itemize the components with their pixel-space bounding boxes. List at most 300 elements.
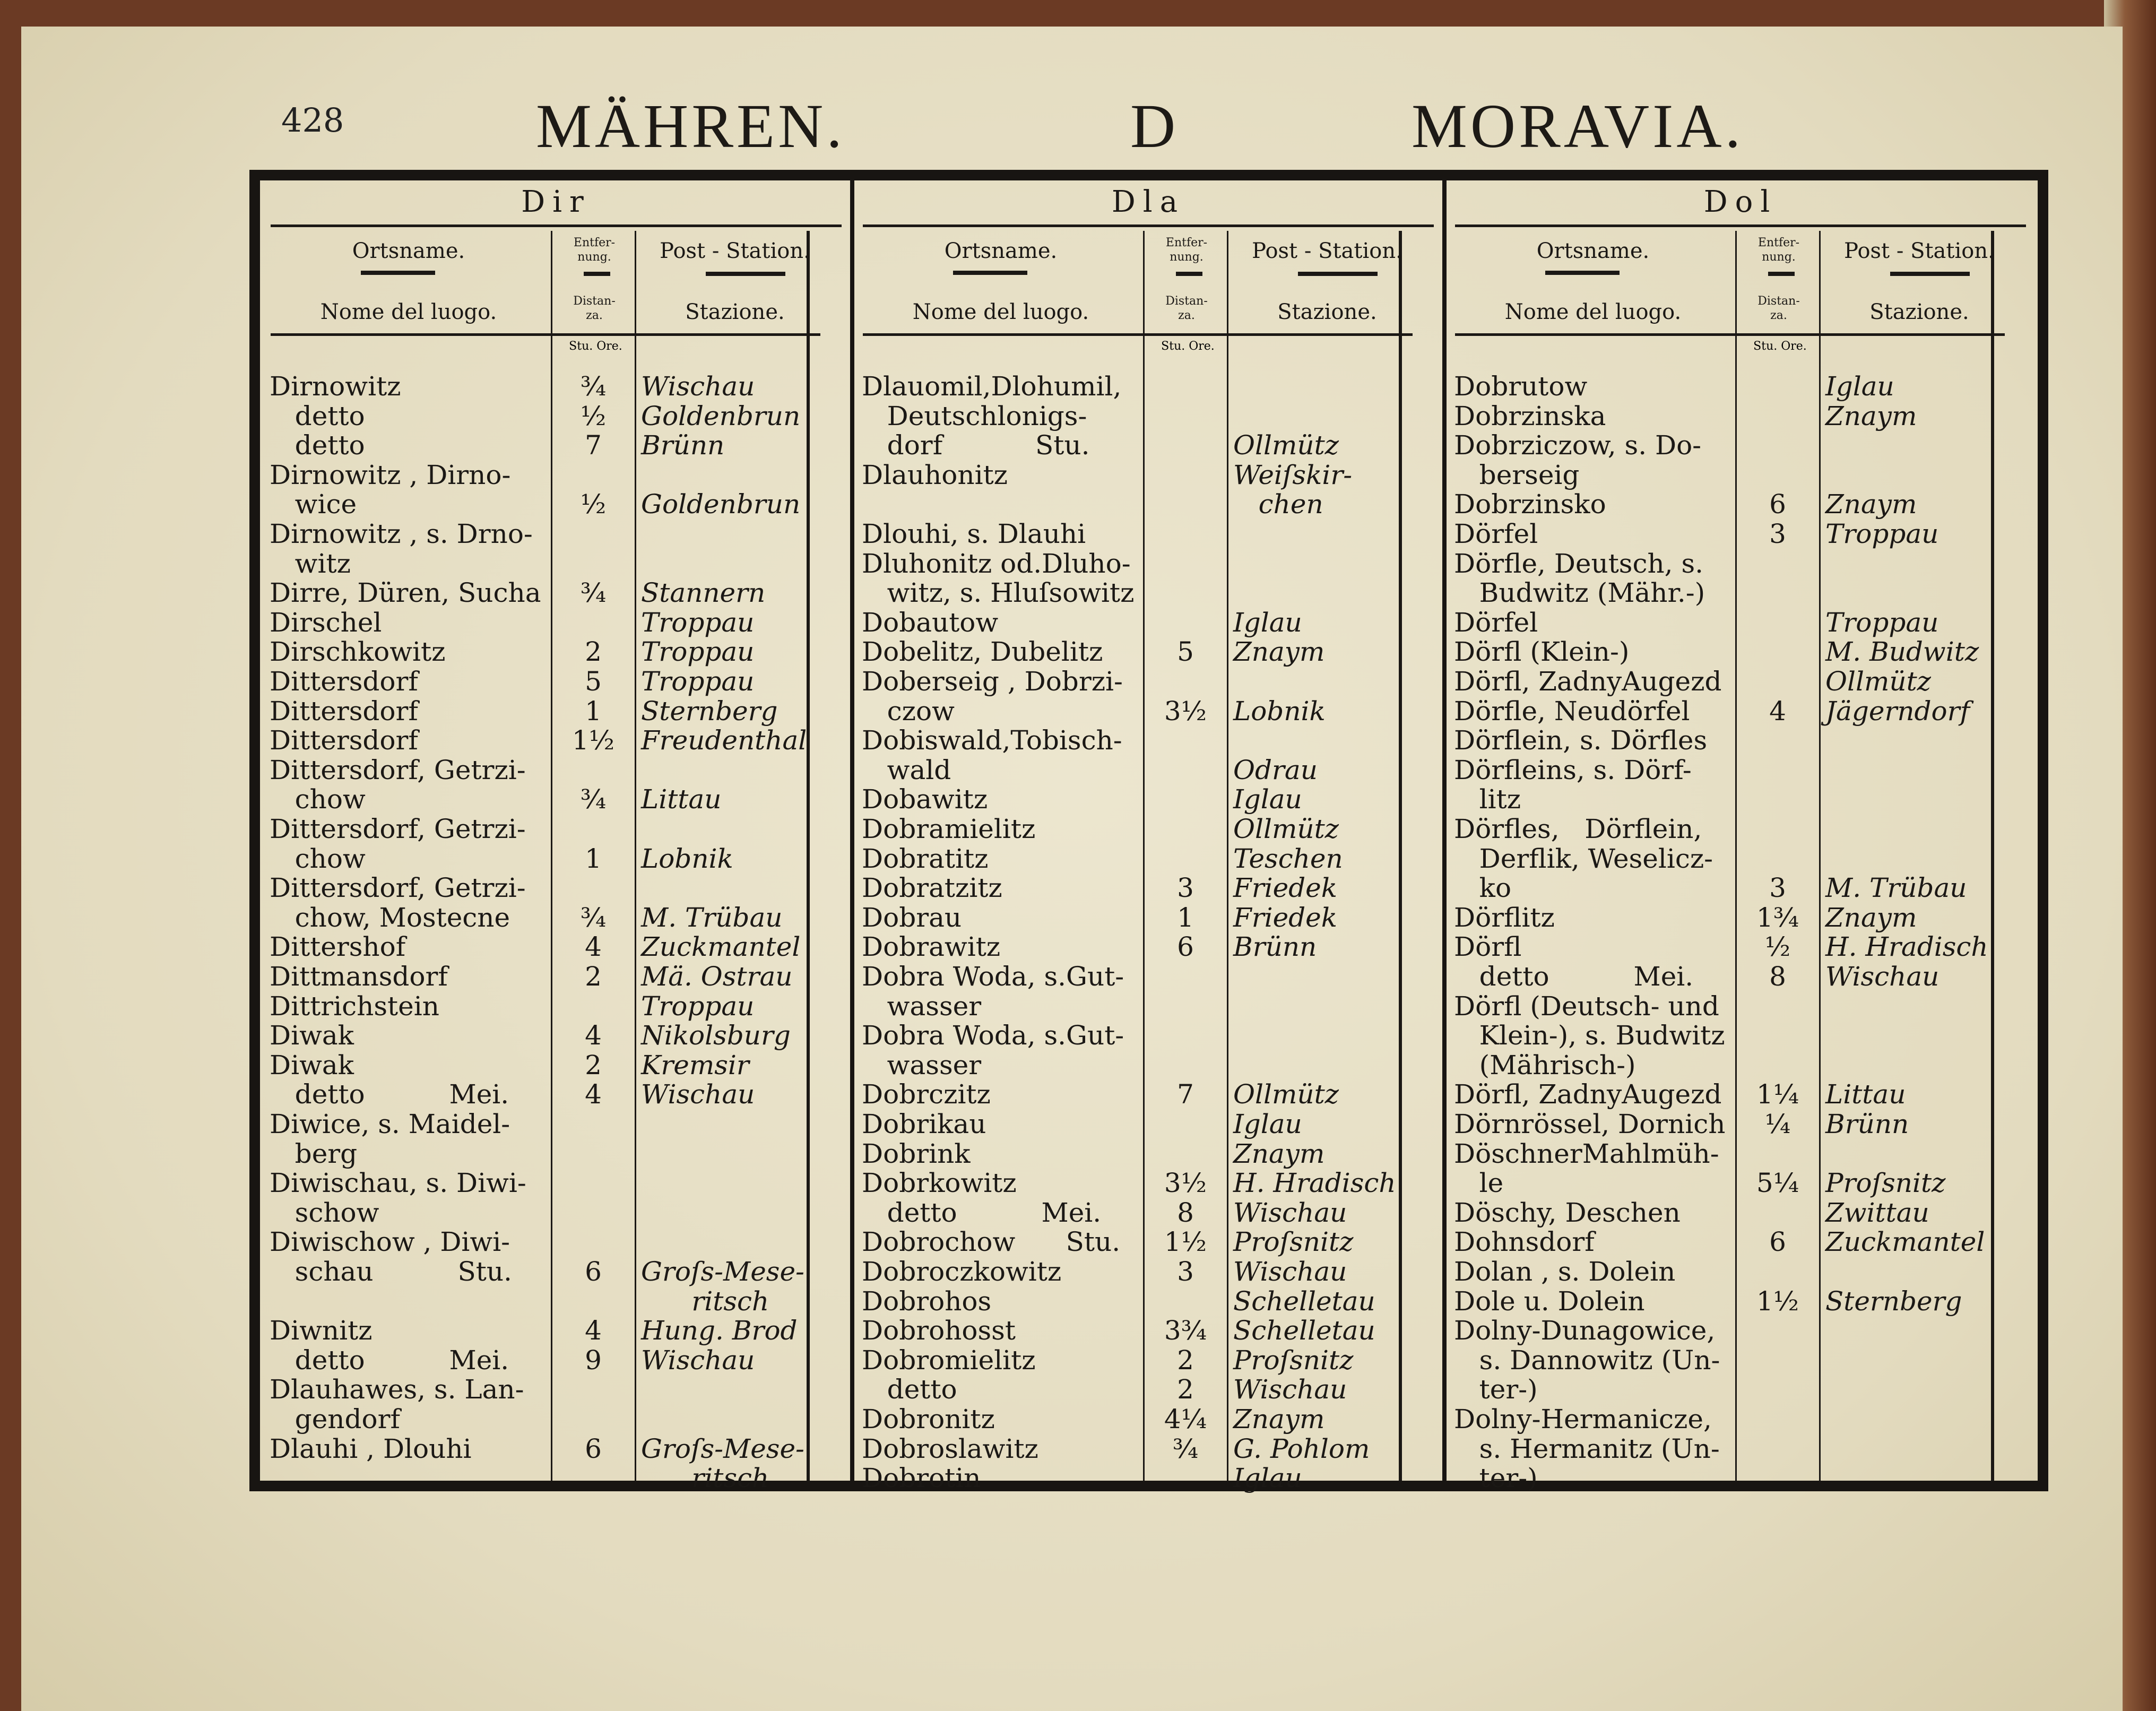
table-row	[270, 814, 806, 844]
distance: 8	[1769, 961, 1786, 992]
section-2	[852, 180, 1444, 1494]
place-name: Dolan , s. Dolein	[1454, 1256, 1676, 1287]
post-station: M. Trübau	[641, 902, 783, 933]
place-name: Dittersdorf, Getrzi-	[270, 814, 526, 844]
place-name: Diwak	[270, 1049, 354, 1081]
table-row	[862, 1168, 1398, 1198]
distance: 2	[1177, 1374, 1194, 1405]
table-row	[270, 755, 806, 785]
distance: 1¼	[1756, 1079, 1799, 1110]
distance: 4¼	[1164, 1404, 1207, 1435]
place-name: Dörfl (Klein-)	[1454, 636, 1630, 668]
table-row	[1454, 1139, 1990, 1169]
place-name: Dobrutow	[1454, 371, 1588, 402]
place-name: Dobrzinska	[1454, 400, 1606, 431]
header-stu-ore: Stu. Ore.	[1161, 340, 1215, 353]
place-name: chow	[270, 843, 366, 874]
table-row	[270, 1286, 806, 1316]
section-heading: Dir	[271, 185, 842, 227]
table-row	[1454, 873, 1990, 903]
post-station: Lobnik	[641, 843, 733, 874]
post-station: Proſsnitz	[1233, 1226, 1354, 1258]
post-station: Ollmütz	[1233, 814, 1339, 844]
post-station: Znaym	[1233, 636, 1325, 668]
place-name: Dörfl, ZadnyAugezd	[1454, 1079, 1722, 1110]
place-name: detto	[270, 400, 365, 431]
table-row	[1454, 1404, 1990, 1434]
post-station: Brünn	[641, 430, 725, 461]
distance: 2	[1177, 1344, 1194, 1376]
table-row	[270, 873, 806, 903]
table-row	[270, 637, 806, 667]
post-station: Friedek	[1233, 872, 1338, 904]
header-entfer: Entfer-	[573, 236, 616, 249]
header-nome: Nome del luogo.	[1504, 300, 1682, 324]
place-name: Derflik, Weselicz-	[1454, 843, 1713, 874]
place-name: ko	[1454, 872, 1512, 904]
place-name: Dlauomil,Dlohumil,	[862, 371, 1122, 402]
header-za: za.	[586, 309, 603, 322]
place-name: Dobramielitz	[862, 814, 1036, 844]
table-row	[1454, 784, 1990, 814]
table-row	[270, 1198, 806, 1228]
post-station: Friedek	[1233, 902, 1338, 933]
distance: 3½	[1164, 695, 1207, 727]
distance: 5	[585, 666, 602, 697]
place-name: Dirnowitz , s. Drno-	[270, 519, 533, 549]
table-row	[270, 962, 806, 991]
table-row	[1454, 844, 1990, 874]
distance: 5¼	[1756, 1168, 1799, 1199]
section-heading: Dol	[1455, 185, 2026, 227]
title-letter: D	[1130, 91, 1179, 161]
table-row	[270, 784, 806, 814]
distance: 4	[585, 931, 602, 963]
table-row	[862, 637, 1398, 667]
table-row	[270, 1375, 806, 1404]
place-name: detto Mei.	[270, 1079, 509, 1110]
post-station: Weiſskir-	[1233, 459, 1353, 490]
post-station: Iglau	[1233, 784, 1302, 815]
distance: 1	[1177, 902, 1194, 933]
post-station: Wischau	[641, 1079, 755, 1110]
distance: 6	[585, 1256, 602, 1287]
distance: ¾	[580, 902, 607, 933]
place-name: Dörfel	[1454, 519, 1538, 549]
post-station: Sternberg	[1825, 1285, 1962, 1317]
header-divider	[584, 272, 610, 276]
table-row	[1454, 1198, 1990, 1228]
post-station: Jägerndorf	[1825, 695, 1970, 727]
post-station: Znaym	[1233, 1404, 1325, 1435]
post-station: Wischau	[1825, 961, 1939, 992]
place-name: Dörnrössel, Dornich	[1454, 1109, 1726, 1139]
title-german: MÄHREN.	[536, 91, 845, 161]
header-divider	[361, 271, 435, 275]
column-rule	[1399, 231, 1402, 1481]
table-row	[862, 549, 1398, 578]
place-name: Dirnowitz	[270, 371, 401, 402]
table-row	[862, 401, 1398, 431]
distance: 2	[585, 961, 602, 992]
header-post-station: Post - Station.	[1844, 239, 1995, 263]
post-station: Proſsnitz	[1233, 1344, 1354, 1376]
place-name: Diwischow , Diwi-	[270, 1226, 510, 1258]
place-name: litz	[1454, 784, 1521, 815]
table-row	[1454, 932, 1990, 962]
table-row	[1454, 578, 1990, 608]
post-station: Mä. Ostrau	[641, 961, 793, 992]
place-name: chow, Mostecne	[270, 902, 510, 933]
table-row	[862, 844, 1398, 874]
post-station: Troppau	[641, 666, 755, 697]
table-row	[862, 991, 1398, 1021]
place-name: Dobrochow Stu.	[862, 1226, 1121, 1258]
place-name: Dobrikau	[862, 1109, 986, 1139]
post-station: Proſsnitz	[1825, 1168, 1946, 1199]
distance: 1½	[1756, 1285, 1799, 1317]
place-name: Dlauhonitz	[862, 459, 1008, 490]
post-station: G. Pohlom	[1233, 1433, 1370, 1464]
place-name: chow	[270, 784, 366, 815]
post-station: Sternberg	[641, 695, 778, 727]
place-name: Dobratzitz	[862, 872, 1002, 904]
post-station: Groſs-Mese-	[641, 1256, 804, 1287]
distance: 2	[585, 1049, 602, 1081]
post-station: Troppau	[641, 607, 755, 638]
place-name: Diwnitz	[270, 1315, 373, 1346]
header-nome: Nome del luogo.	[912, 300, 1089, 324]
distance: 3	[1769, 872, 1786, 904]
distance: 6	[585, 1433, 602, 1464]
post-station: Wischau	[1233, 1374, 1347, 1405]
table-row	[1454, 814, 1990, 844]
header-divider	[706, 272, 785, 276]
place-name: Dörfl, ZadnyAugezd	[1454, 666, 1722, 697]
post-station: H. Hradisch	[1233, 1168, 1396, 1199]
post-station: Schelletau	[1233, 1315, 1375, 1346]
distance: 4	[1769, 695, 1786, 727]
table-row	[862, 903, 1398, 932]
post-station: Ollmütz	[1825, 666, 1932, 697]
table-row	[862, 667, 1398, 696]
post-station: Littau	[641, 784, 722, 815]
place-name: detto	[270, 430, 365, 461]
table-row	[270, 401, 806, 431]
place-name: Diwischau, s. Diwi-	[270, 1168, 526, 1199]
header-stazione: Stazione.	[1869, 300, 1969, 324]
distance: ½	[580, 400, 607, 431]
header-stu-ore: Stu. Ore.	[1753, 340, 1807, 353]
post-station: Groſs-Mese-	[641, 1433, 804, 1464]
place-name: berg	[270, 1138, 358, 1169]
header-divider	[1176, 272, 1202, 276]
table-row	[1454, 1434, 1990, 1464]
table-row	[862, 1139, 1398, 1169]
header-stu-ore: Stu. Ore.	[569, 340, 622, 353]
distance: 3	[1177, 1256, 1194, 1287]
post-station: Troppau	[641, 990, 755, 1022]
header-nung: nung.	[1762, 250, 1796, 264]
post-station: Ollmütz	[1233, 430, 1339, 461]
header-divider	[1298, 272, 1378, 276]
distance: 9	[585, 1344, 602, 1376]
section-heading: Dla	[863, 185, 1434, 227]
table-row	[270, 725, 806, 755]
place-name: Dittersdorf, Getrzi-	[270, 872, 526, 904]
table-row	[270, 1404, 806, 1434]
header-post-station: Post - Station.	[660, 239, 810, 263]
header-divider	[1890, 272, 1970, 276]
table-row	[862, 519, 1398, 549]
table-row	[270, 1257, 806, 1286]
table-row	[1454, 460, 1990, 490]
post-station: Wischau	[1233, 1256, 1347, 1287]
post-station: H. Hradisch	[1825, 931, 1988, 963]
table-row	[270, 1227, 806, 1257]
table-row	[862, 1316, 1398, 1345]
table-row	[862, 962, 1398, 991]
place-name: Dörfl	[1454, 931, 1522, 963]
table-row	[1454, 1079, 1990, 1109]
place-name: Dlauhi , Dlouhi	[270, 1433, 472, 1464]
table-row	[270, 1021, 806, 1050]
post-station: Zuckmantel	[1825, 1226, 1985, 1258]
table-row	[1454, 696, 1990, 726]
place-name: Dirre, Düren, Sucha	[270, 577, 541, 609]
place-name: Dobrzinsko	[1454, 489, 1606, 520]
table-row	[1454, 903, 1990, 932]
place-name: Döschy, Deschen	[1454, 1197, 1681, 1228]
table-row	[862, 1286, 1398, 1316]
post-station: Stannern	[641, 577, 766, 609]
post-station: Brünn	[1825, 1109, 1909, 1139]
table-row	[862, 1079, 1398, 1109]
place-name: Diwice, s. Maidel-	[270, 1109, 510, 1139]
place-name: Dirschel	[270, 607, 382, 638]
table-row	[270, 667, 806, 696]
post-station: Freudenthal	[641, 725, 807, 756]
table-row	[1454, 1109, 1990, 1139]
place-name: Dittershof	[270, 931, 406, 963]
header-nung: nung.	[577, 250, 611, 264]
table-row	[270, 578, 806, 608]
post-station: Littau	[1825, 1079, 1906, 1110]
distance: 6	[1769, 489, 1786, 520]
table-row	[862, 873, 1398, 903]
header-divider	[1545, 271, 1620, 275]
place-name: wasser	[862, 990, 982, 1022]
section-3	[1444, 180, 2037, 1494]
table-row	[1454, 1375, 1990, 1404]
section-1	[260, 180, 852, 1494]
post-station: ritsch	[641, 1285, 769, 1317]
post-station: Znaym	[1825, 400, 1917, 431]
table-row	[270, 549, 806, 578]
table-row	[862, 1109, 1398, 1139]
place-name: Dobronitz	[862, 1404, 995, 1435]
place-name: Dittersdorf, Getrzi-	[270, 754, 526, 785]
table-row	[862, 1345, 1398, 1375]
table-row	[270, 696, 806, 726]
post-station: Znaym	[1825, 902, 1917, 933]
table-row	[1454, 608, 1990, 637]
place-name: Dirschkowitz	[270, 636, 446, 668]
table-row	[1454, 1316, 1990, 1345]
table-row	[1454, 991, 1990, 1021]
place-name: Dobra Woda, s.Gut-	[862, 961, 1124, 992]
place-name: gendorf	[270, 1404, 400, 1435]
distance: 4	[585, 1315, 602, 1346]
table-row	[270, 844, 806, 874]
place-name: Dobrkowitz	[862, 1168, 1017, 1199]
distance: 1	[585, 843, 602, 874]
post-station: Znaym	[1233, 1138, 1325, 1169]
place-name: Dörfel	[1454, 607, 1538, 638]
header-divider	[953, 271, 1027, 275]
table-row	[1454, 489, 1990, 519]
place-name: Dobelitz, Dubelitz	[862, 636, 1103, 668]
header-za: za.	[1178, 309, 1195, 322]
place-name: Dobroslawitz	[862, 1433, 1038, 1464]
table-row	[270, 1345, 806, 1375]
distance: 6	[1769, 1226, 1786, 1258]
distance: 3	[1769, 519, 1786, 549]
table-row	[1454, 371, 1990, 401]
place-name: Dörflitz	[1454, 902, 1555, 933]
table-row	[1454, 962, 1990, 991]
place-name: ter-)	[1454, 1463, 1538, 1494]
place-name: czow	[862, 695, 955, 727]
header-ortsname: Ortsname.	[352, 239, 465, 263]
place-name: Dolny-Hermanicze,	[1454, 1404, 1712, 1435]
header-distan: Distan-	[1757, 295, 1800, 308]
distance: 3	[1177, 872, 1194, 904]
place-name: Dobrink	[862, 1138, 971, 1169]
place-name: detto	[862, 1374, 957, 1405]
place-name: schau Stu.	[270, 1256, 512, 1287]
table-row	[1454, 1463, 1990, 1493]
distance: 2	[585, 636, 602, 668]
place-name: wald	[862, 754, 951, 785]
place-name: (Mährisch-)	[1454, 1049, 1636, 1081]
place-name: Dobrohos	[862, 1285, 992, 1317]
post-station: Ollmütz	[1233, 1079, 1339, 1110]
place-name: s. Hermanitz (Un-	[1454, 1433, 1720, 1464]
post-station: Znaym	[1825, 489, 1917, 520]
table-row	[862, 608, 1398, 637]
place-name: Dörfleins, s. Dörf-	[1454, 754, 1692, 785]
place-name: Dohnsdorf	[1454, 1226, 1595, 1258]
header-stazione: Stazione.	[685, 300, 785, 324]
table-row	[1454, 430, 1990, 460]
place-name: s. Dannowitz (Un-	[1454, 1344, 1720, 1376]
distance: 5	[1177, 636, 1194, 668]
place-name: Doberseig , Dobrzi-	[862, 666, 1123, 697]
post-station: Zwittau	[1825, 1197, 1929, 1228]
place-name: Dobrczitz	[862, 1079, 991, 1110]
table-row	[862, 1375, 1398, 1404]
table-row	[1454, 755, 1990, 785]
table-row	[862, 1021, 1398, 1050]
place-name: Dobrohosst	[862, 1315, 1016, 1346]
place-name: Dörflein, s. Dörfles	[1454, 725, 1708, 756]
post-station: Wischau	[641, 371, 755, 402]
place-name: le	[1454, 1168, 1504, 1199]
post-station: Schelletau	[1233, 1285, 1375, 1317]
distance: 3¾	[1164, 1315, 1207, 1346]
place-name: berseig	[1454, 459, 1580, 490]
post-station: Lobnik	[1233, 695, 1326, 727]
distance: 6	[1177, 931, 1194, 963]
table-row	[862, 1257, 1398, 1286]
table-row	[270, 519, 806, 549]
table-row	[862, 1198, 1398, 1228]
post-station: Troppau	[641, 636, 755, 668]
place-name: Dole u. Dolein	[1454, 1285, 1645, 1317]
table-row	[862, 1050, 1398, 1080]
place-name: schow	[270, 1197, 379, 1228]
table-row	[862, 1227, 1398, 1257]
header-rule	[863, 333, 1413, 336]
place-name: Dobroczkowitz	[862, 1256, 1062, 1287]
place-name: Dlauhawes, s. Lan-	[270, 1374, 524, 1405]
table-row	[270, 1139, 806, 1169]
place-name: Diwak	[270, 1020, 354, 1051]
table-row	[1454, 725, 1990, 755]
post-station: chen	[1233, 489, 1323, 520]
place-name: Dobrawitz	[862, 931, 1001, 963]
page-number: 428	[281, 101, 344, 140]
header-distan: Distan-	[1165, 295, 1208, 308]
table-row	[1454, 1345, 1990, 1375]
header-entfer: Entfer-	[1757, 236, 1800, 249]
table-row	[270, 1109, 806, 1139]
table-row	[1454, 667, 1990, 696]
distance: 7	[585, 430, 602, 461]
distance: ¼	[1764, 1109, 1791, 1139]
place-name: wasser	[862, 1049, 982, 1081]
post-station: Wischau	[641, 1344, 755, 1376]
post-station: Nikolsburg	[641, 1020, 791, 1051]
place-name: Klein-), s. Budwitz	[1454, 1020, 1725, 1051]
header-distan: Distan-	[573, 295, 616, 308]
distance: 4	[585, 1020, 602, 1051]
place-name: Dörfle, Deutsch, s.	[1454, 548, 1703, 579]
header-nung: nung.	[1170, 250, 1203, 264]
table-row	[862, 784, 1398, 814]
place-name: Dobrziczow, s. Do-	[1454, 430, 1702, 461]
table-row	[862, 755, 1398, 785]
place-name: detto Mei.	[1454, 961, 1694, 992]
post-station: Goldenbrun	[641, 400, 801, 431]
table-row	[862, 932, 1398, 962]
table-row	[1454, 519, 1990, 549]
place-name: Dobawitz	[862, 784, 988, 815]
table-row	[862, 489, 1398, 519]
table-row	[1454, 549, 1990, 578]
table-row	[1454, 1021, 1990, 1050]
post-station: Troppau	[1825, 607, 1939, 638]
post-station: Odrau	[1233, 754, 1318, 785]
header-post-station: Post - Station.	[1252, 239, 1402, 263]
header-rule	[1455, 333, 2005, 336]
table-row	[862, 696, 1398, 726]
place-name: Dirnowitz , Dirno-	[270, 459, 511, 490]
place-name: ter-)	[1454, 1374, 1538, 1405]
post-station: Iglau	[1233, 607, 1302, 638]
header-divider	[1768, 272, 1795, 276]
